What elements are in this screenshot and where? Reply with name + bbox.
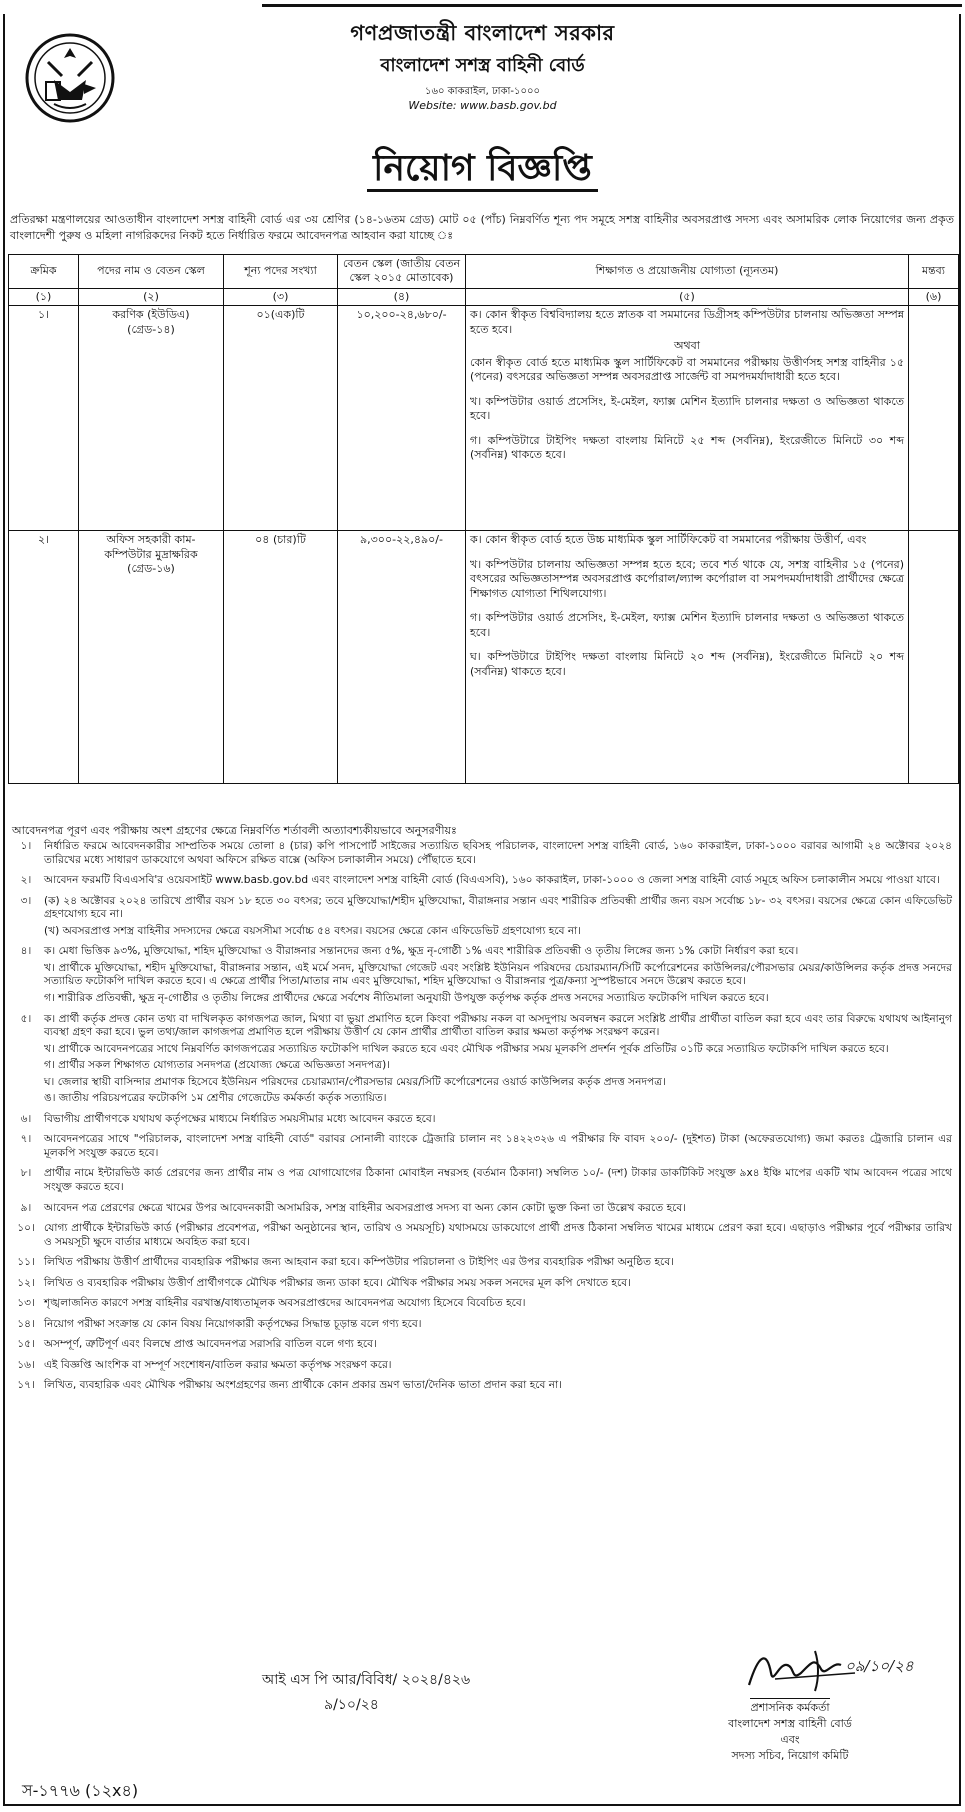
row-remarks xyxy=(909,306,959,531)
condition-item xyxy=(8,1379,958,1396)
row-serial: ২। xyxy=(9,531,79,784)
post-grade: (গ্রেড-১৬) xyxy=(127,562,175,576)
qualification-item: কোন স্বীকৃত বোর্ড হতে মাধ্যমিক স্কুল সার্টিফিকেট বা সমমানের পরীক্ষায় উত্তীর্ণসহ সশস্ত্র বাহিনীর ১৫ (পনের) বৎসরের অভিজ্ঞতা সম্পন্ন অবসরপ্রাপ্ত সার্জেন্ট বা সমপদমর্যাদাধারী হতে হবে। xyxy=(470,355,904,384)
condition-item xyxy=(8,1338,958,1355)
condition-line: প্রার্থীর নামে ইন্টারভিউ কার্ড প্রেরণের জন্য প্রার্থীর নাম ও পত্র যোগাযোগের ঠিকানা মোবাইল নম্বরসহ (বর্তমান ঠিকানা) সম্বলিত ১০/- (দশ) টাকার ডাকটিকিট সংযুক্ত ৯x৪ ইঞ্চি মাপের একটি খাম আবেদন পত্রের সাথে সংযুক্ত করতে হবে। xyxy=(44,1167,952,1194)
condition-line: লিখিত ও ব্যবহারিক পরীক্ষায় উত্তীর্ণ প্রার্থীগণকে মৌখিক পরীক্ষার জন্য ডাকা হবে। মৌখিক পরীক্ষার সময় সকল সনদের মূল কপি দেখাতে হবে। xyxy=(44,1276,631,1289)
row-qualifications xyxy=(466,306,909,531)
government-title: গণপ্রজাতন্ত্রী বাংলাদেশ সরকার xyxy=(350,21,615,45)
signature-date: ০৯/১০/২৪ xyxy=(845,1657,914,1675)
condition-text xyxy=(44,1167,958,1197)
condition-number: ৫। xyxy=(20,1012,32,1025)
condition-item xyxy=(8,1133,958,1163)
signatory-org: বাংলাদেশ সশস্ত্র বাহিনী বোর্ড xyxy=(728,1716,852,1730)
condition-number: ১১। xyxy=(17,1256,35,1269)
table-number-row xyxy=(9,288,959,306)
notice-title-text: নিয়োগ বিজ্ঞপ্তি xyxy=(367,148,598,192)
qualification-item: গ। কম্পিউটারে টাইপিং দক্ষতা বাংলায় মিনিটে ২৫ শব্দ (সর্বনিম্ন), ইংরেজীতে মিনিটে ৩০ শব্দ (সর্বনিম্ন) থাকতে হবে। xyxy=(470,433,904,462)
condition-number: ৪। xyxy=(20,945,32,958)
condition-item xyxy=(8,1113,958,1130)
row-post xyxy=(79,306,224,531)
condition-line: নির্ধারিত ফরমে আবেদনকারীর সাম্প্রতিক সময়ে তোলা ৪ (চার) কপি পাসপোর্ট সাইজের সত্যায়িত ছবিসহ পরিচালক, বাংলাদেশ সশস্ত্র বাহিনী বোর্ড, ১৬০ কাকরাইল, ঢাকা-১০০০ বরাবর আগামী ২৪ অক্টোবর ২০২৪ তারিখের মধ্যে সাধারণ ডাকযোগে অথবা অফিসে রক্ষিত বাক্সে (অফিস চলাকালীন সময়ে) পৌঁছাতে হবে। xyxy=(44,840,952,866)
condition-number: ১৬। xyxy=(17,1358,35,1371)
table-header-row xyxy=(9,255,959,289)
table-row xyxy=(9,306,959,531)
vacancy-table xyxy=(8,254,959,784)
condition-line: আবেদন পত্র প্রেরণের ক্ষেত্রে খামের উপর আবেদনকারী অসামরিক, সশস্ত্র বাহিনীর অবসরপ্রাপ্ত সদস্য বা অন্য কোন কোটা ভুক্ত কিনা তা উল্লেখ করতে হবে। xyxy=(44,1201,687,1214)
row-qualifications xyxy=(466,531,909,784)
condition-text xyxy=(44,1359,958,1376)
row-vacancy: ০১(এক)টি xyxy=(224,306,338,531)
conditions-list xyxy=(8,840,958,1396)
condition-text xyxy=(44,1256,958,1273)
condition-line: নিয়োগ পরীক্ষা সংক্রান্ত যে কোন বিষয় নিয়োগকারী কর্তৃপক্ষের সিদ্ধান্ত চূড়ান্ত বলে গণ্য হবে। xyxy=(44,1317,422,1330)
condition-number: ১৭। xyxy=(17,1379,35,1392)
signatory-block xyxy=(640,1698,940,1764)
condition-text xyxy=(44,1318,958,1335)
condition-line: গ। প্রার্থীর সকল শিক্ষাগত যোগ্যতার সনদপত্র (প্রযোজ্য ক্ষেত্রে অভিজ্ঞতা সনদপত্র)। xyxy=(44,1059,391,1072)
intro-paragraph: প্রতিরক্ষা মন্ত্রণালয়ের আওতাধীন বাংলাদেশ সশস্ত্র বাহিনী বোর্ড এর ৩য় শ্রেণির (১৪-১৬তম গ্রেড) মোট ০৫ (পাঁচ) নিম্নবর্ণিত শূন্য পদ সমূহে সশস্ত্র বাহিনীর অবসরপ্রাপ্ত সদস্য এবং অসামরিক লোক নিয়োগের জন্য প্রকৃত বাংলাদেশী পুরুষ ও মহিলা নাগরিকদের নিকট হতে নির্ধারিত ফরমে আবেদনপত্র আহবান করা যাচ্ছে ঃ xyxy=(10,213,954,242)
col-number: (৫) xyxy=(466,288,909,306)
col-header-payscale: বেতন স্কেল (জাতীয় বেতন স্কেল ২০১৫ মোতাবেক) xyxy=(338,255,466,289)
condition-number: ১। xyxy=(20,840,32,853)
row-serial: ১। xyxy=(9,306,79,531)
condition-item xyxy=(8,1359,958,1376)
condition-text xyxy=(44,1113,958,1130)
reference-block xyxy=(262,1668,470,1718)
condition-line: খ। প্রার্থীকে মুক্তিযোদ্ধা, শহীদ মুক্তিযোদ্ধা, বীরাঙ্গনার সন্তান, এই মর্মে সনদ, মুক্তিযোদ্ধা গেজেট এবং সংশ্লিষ্ট ইউনিয়ন পরিষদের চেয়ারম্যান/সিটি কর্পোরেশনের কাউন্সিলর/পৌরসভার মেয়র/কাউন্সিলর কর্তৃক প্রদত্ত সনদের সত্যায়িত ফটোকপি দাখিল করতে হবে। এ ক্ষেত্রে প্রার্থীর পিতা/মাতার নাম এবং মুক্তিযোদ্ধা, শহিদ মুক্তিযোদ্ধা ও বীরাঙ্গনার পুত্র/কন্যা সুস্পষ্টভাবে সনদে উল্লেখ করতে হবে। xyxy=(44,961,952,988)
qualification-item: ঘ। কম্পিউটারে টাইপিং দক্ষতা বাংলায় মিনিটে ২০ শব্দ (সর্বনিম্ন), ইংরেজীতে মিনিটে ২০ শব্দ (সর্বনিম্ন) থাকতে হবে। xyxy=(470,650,904,678)
advertisement-code: স-১৭৭৬ (১২x৪) xyxy=(22,1781,139,1800)
row-post xyxy=(79,531,224,784)
qualification-item: খ। কম্পিউটার চালনায় অভিজ্ঞতা সম্পন্ন হতে হবে; তবে শর্ত থাকে যে, সশস্ত্র বাহিনীর ১৫ (পনের) বৎসরের অভিজ্ঞতাসম্পন্ন অবসরপ্রাপ্ত কর্পোরাল/ল্যান্স কর্পোরাল বা সমপদমর্যাদাধারী প্রার্থীদের ক্ষেত্রে শিক্ষাগত যোগ্যতা শিথিলযোগ্য। xyxy=(470,557,904,600)
condition-line: (ক) ২৪ অক্টোবর ২০২৪ তারিখে প্রার্থীর বয়স ১৮ হতে ৩০ বৎসর; তবে মুক্তিযোদ্ধা/শহীদ মুক্তিযোদ্ধা, বীরাঙ্গনার সন্তান এবং শারীরিক প্রতিবন্ধী প্রার্থীর জন্য বয়স সর্বোচ্চ ১৮- ৩২ বৎসর। বয়সের ক্ষেত্রে কোন এফিডেভিট গ্রহণযোগ্য হবে না। xyxy=(44,894,952,921)
condition-line: গ। শারীরিক প্রতিবন্ধী, ক্ষুদ্র নৃ-গোষ্ঠীর ও তৃতীয় লিঙ্গের প্রার্থীদের ক্ষেত্রে সর্বশেষ নীতিমালা অনুযায়ী উপযুক্ত কর্তৃপক্ষ কর্তৃক প্রদত্ত সনদের সত্যায়িত ফটোকপি দাখিল করতে হবে। xyxy=(44,992,769,1004)
condition-line: যোগ্য প্রার্থীকে ইন্টারভিউ কার্ড (পরীক্ষার প্রবেশপত্র, পরীক্ষা অনুষ্ঠানের স্থান, তারিখ ও সময়সূচি) যথাসময়ে ডাকযোগে প্রার্থী প্রদত্ত ঠিকানা সম্বলিত খামের মাধ্যমে প্রেরণ করা হবে। এছাড়াও পরীক্ষার পূর্বে পরীক্ষার তারিখ ও সময়সূচী ক্ষুদে বার্তার মাধ্যমে অবহিত করা হবে। xyxy=(44,1222,952,1248)
condition-number: ৬। xyxy=(20,1112,32,1125)
qualification-item: ক। কোন স্বীকৃত বোর্ড হতে উচ্চ মাধ্যমিক স্কুল সার্টিফিকেট বা সমমানের পরীক্ষায় উত্তীর্ণ, এবং xyxy=(470,533,867,547)
condition-number: ১৩। xyxy=(17,1297,35,1310)
qualification-item: খ। কম্পিউটার ওয়ার্ড প্রসেসিং, ই-মেইল, ফ্যাক্স মেশিন ইত্যাদি চালনার দক্ষতা ও অভিজ্ঞতা থাকতে হবে। xyxy=(470,394,904,423)
condition-number: ৮। xyxy=(20,1167,32,1180)
condition-line: খ। প্রার্থীকে আবেদনপত্রের সাথে নিম্নবর্ণিত কাগজপত্রের সত্যায়িত ফটোকপি দাখিল করতে হবে এবং মৌখিক পরীক্ষার সময় মূলকপি প্রদর্শন পূর্বক প্রতিটির ০১টি করে সত্যায়িত ফটোকপি দাখিল করতে হবে। xyxy=(44,1042,889,1055)
conditions-section xyxy=(8,824,958,1400)
condition-text xyxy=(44,840,958,870)
notice-title xyxy=(0,145,965,193)
letterhead xyxy=(0,18,965,143)
condition-number: ১৫। xyxy=(17,1338,35,1351)
condition-item xyxy=(8,1167,958,1197)
condition-number: ৯। xyxy=(20,1201,32,1214)
signatory-title: প্রশাসনিক কর্মকর্তা xyxy=(750,1698,829,1716)
signature-image xyxy=(745,1643,914,1695)
condition-item xyxy=(8,1222,958,1252)
condition-item xyxy=(8,874,958,891)
condition-number: ২। xyxy=(20,874,32,887)
condition-line: ক। প্রার্থী কর্তৃক প্রদত্ত কোন তথ্য বা দাখিলকৃত কাগজপত্র জাল, মিথ্যা বা ভুয়া প্রমাণিত হলে কিংবা পরীক্ষায় নকল বা অসদুপায় অবলম্বন করলে সংশ্লিষ্ট প্রার্থীর প্রার্থীতা বাতিল করা হবে এবং তার বিরুদ্ধে যথাযথ আইনানুগ ব্যবস্থা গ্রহণ করা হবে। ভুল তথ্য/জাল কাগজপত্র প্রমাণিত হলে পরীক্ষায় উত্তীর্ণ যে কোন প্রার্থীর প্রার্থীতা বাতিল করার ক্ষমতা কর্তৃপক্ষ সংরক্ষণ করেন। xyxy=(44,1012,952,1039)
condition-item xyxy=(8,945,958,1008)
footer xyxy=(0,1657,965,1808)
condition-line: বিভাগীয় প্রার্থীগণকে যথাযথ কর্তৃপক্ষের মাধ্যমে নির্ধারিত সময়সীমার মধ্যে আবেদন করতে হবে। xyxy=(44,1112,436,1125)
post-name: অফিস সহকারী কাম-কম্পিউটার মুদ্রাক্ষরিক xyxy=(104,533,198,561)
col-header-vacancy: শূন্য পদের সংখ্যা xyxy=(224,255,338,289)
condition-text xyxy=(44,1277,958,1294)
reference-date: ৯/১০/২৪ xyxy=(324,1697,379,1714)
col-number: (৬) xyxy=(909,288,959,306)
condition-text xyxy=(44,1297,958,1314)
condition-text xyxy=(44,1338,958,1355)
condition-number: ১৪। xyxy=(17,1317,35,1330)
condition-item xyxy=(8,895,958,942)
col-number: (৩) xyxy=(224,288,338,306)
top-rule xyxy=(262,4,962,7)
condition-line: অসম্পূর্ণ, ত্রুটিপূর্ণ এবং বিলম্বে প্রাপ্ত আবেদনপত্র সরাসরি বাতিল বলে গণ্য হবে। xyxy=(44,1338,377,1351)
condition-item xyxy=(8,1297,958,1314)
row-payscale: ১০,২০০-২৪,৬৮০/- xyxy=(338,306,466,531)
signatory-and: এবং xyxy=(780,1732,800,1746)
qualification-item: গ। কম্পিউটার ওয়ার্ড প্রসেসিং, ই-মেইল, ফ্যাক্স মেশিন ইত্যাদি চালনার দক্ষতা ও অভিজ্ঞতা থাকতে হবে। xyxy=(470,611,904,639)
condition-item xyxy=(8,1202,958,1219)
condition-line: ক। মেধা ভিত্তিক ৯৩%, মুক্তিযোদ্ধা, শহিদ মুক্তিযোদ্ধা ও বীরাঙ্গনার সন্তানদের জন্য ৫%, ক্ষুদ্র নৃ-গোষ্ঠী ১% এবং শারীরিক প্রতিবন্ধী ও তৃতীয় লিঙ্গের জন্য ১% কোটা নির্ধারণ করা হবে। xyxy=(44,945,799,958)
condition-text xyxy=(44,1222,958,1252)
condition-line: ঘ। জেলার স্থায়ী বাসিন্দার প্রমাণক হিসেবে ইউনিয়ন পরিষদের চেয়ারম্যান/পৌরসভার মেয়র/সিটি কর্পোরেশনের ওয়ার্ড কাউন্সিলর কর্তৃক প্রদত্ত সনদপত্র। xyxy=(44,1075,666,1088)
condition-item xyxy=(8,1277,958,1294)
condition-number: ১০। xyxy=(17,1222,35,1235)
signatory-role: সদস্য সচিব, নিয়োগ কমিটি xyxy=(731,1748,849,1762)
condition-line: লিখিত পরীক্ষায় উত্তীর্ণ প্রার্থীদের ব্যবহারিক পরীক্ষার জন্য আহবান করা হবে। কম্পিউটার পরিচালনা ও টাইপিং এর উপর ব্যবহারিক পরীক্ষা অনুষ্ঠিত হবে। xyxy=(44,1256,674,1269)
post-grade: (গ্রেড-১৪) xyxy=(127,322,175,336)
condition-line: শৃঙ্খলাজনিত কারণে সশস্ত্র বাহিনীর বরখাস্ত/বাধ্যতামূলক অবসরপ্রাপ্তদের আবেদনপত্র অযোগ্য হিসেবে বিবেচিত হবে। xyxy=(44,1297,526,1310)
conditions-heading: আবেদনপত্র পূরণ এবং পরীক্ষায় অংশ গ্রহণের ক্ষেত্রে নিম্নবর্ণিত শর্তাবলী অত্যাবশ্যকীয়ভাবে অনুসরণীয়ঃ xyxy=(12,824,457,837)
row-remarks xyxy=(909,531,959,784)
condition-item xyxy=(8,840,958,870)
condition-text xyxy=(44,1013,958,1109)
row-vacancy: ০৪ (চার)টি xyxy=(224,531,338,784)
condition-text xyxy=(44,1202,958,1219)
col-number: (২) xyxy=(79,288,224,306)
qualification-or: অথবা xyxy=(674,339,700,353)
row-payscale: ৯,৩০০-২২,৪৯০/- xyxy=(338,531,466,784)
condition-line: ঙ। জাতীয় পরিচয়পত্রের ফটোকপি ১ম শ্রেণীর গেজেটেড কর্মকর্তা কর্তৃক সত্যায়িত। xyxy=(44,1092,387,1105)
condition-text xyxy=(44,874,958,891)
condition-line: (খ) অবসরপ্রাপ্ত সশস্ত্র বাহিনীর সদস্যদের ক্ষেত্রে বয়সসীমা সর্বোচ্চ ৫৪ বৎসর। বয়সের ক্ষেত্রে কোন এফিডেভিট গ্রহণযোগ্য হবে না। xyxy=(44,924,582,937)
table-row xyxy=(9,531,959,784)
condition-line: লিখিত, ব্যবহারিক এবং মৌখিক পরীক্ষায় অংশগ্রহণের জন্য প্রার্থীকে কোন প্রকার ভ্রমণ ভাতা/দৈনিক ভাতা প্রদান করা হবে না। xyxy=(44,1379,562,1392)
condition-number: ১২। xyxy=(17,1276,35,1289)
board-website: Website: www.basb.gov.bd xyxy=(408,98,557,112)
condition-item xyxy=(8,1013,958,1109)
col-header-remarks: মন্তব্য xyxy=(909,255,959,289)
board-address: ১৬০ কাকরাইল, ঢাকা-১০০০ xyxy=(424,86,541,98)
condition-text xyxy=(44,1133,958,1163)
condition-text xyxy=(44,895,958,942)
condition-line: আবেদন ফরমটি বিএএসবি'র ওয়েবসাইট www.basb.gov.bd এবং বাংলাদেশ সশস্ত্র বাহিনী বোর্ড (বিএএসবি), ১৬০ কাকরাইল, ঢাকা-১০০০ ও জেলা সশস্ত্র বাহিনী বোর্ড সমূহে অফিস চলাকালীন সময়ে পাওয়া যাবে। xyxy=(44,874,940,887)
condition-item xyxy=(8,1318,958,1335)
col-number: (১) xyxy=(9,288,79,306)
board-name: বাংলাদেশ সশস্ত্র বাহিনী বোর্ড xyxy=(380,54,585,76)
reference-number: আই এস পি আর/বিবিধ/ ২০২৪/৪২৬ xyxy=(262,1672,471,1688)
condition-item xyxy=(8,1256,958,1273)
condition-line: আবেদনপত্রের সাথে "পরিচালক, বাংলাদেশ সশস্ত্র বাহিনী বোর্ড" বরাবর সোনালী ব্যাংকে ট্রেজারি চালান নং ১৪২২৩২৬ এ পরীক্ষার ফি বাবদ ২০০/- (দুইশত) টাকা (অফেরতযোগ্য) জমা করতঃ ট্রেজারি চালান এর মূলকপি সংযুক্ত করতে হবে। xyxy=(44,1133,952,1159)
col-header-qualification: শিক্ষাগত ও প্রয়োজনীয় যোগ্যতা (ন্যূনতম) xyxy=(466,255,909,289)
col-number: (৪) xyxy=(338,288,466,306)
qualification-item: ক। কোন স্বীকৃত বিশ্ববিদ্যালয় হতে স্নাতক বা সমমানের ডিগ্রীসহ কম্পিউটার চালনায় অভিজ্ঞতা সম্পন্ন হতে হবে। xyxy=(470,308,904,336)
condition-text xyxy=(44,945,958,1008)
condition-text xyxy=(44,1379,958,1396)
post-name: করণিক (ইউডিএ) xyxy=(112,308,190,322)
col-header-serial: ক্রমিক xyxy=(9,255,79,289)
condition-number: ৩। xyxy=(20,894,32,907)
condition-line: এই বিজ্ঞপ্তি আংশিক বা সম্পূর্ণ সংশোধন/বাতিল করার ক্ষমতা কর্তৃপক্ষ সংরক্ষণ করে। xyxy=(44,1358,392,1371)
condition-number: ৭। xyxy=(20,1133,32,1146)
col-header-post: পদের নাম ও বেতন স্কেল xyxy=(79,255,224,289)
